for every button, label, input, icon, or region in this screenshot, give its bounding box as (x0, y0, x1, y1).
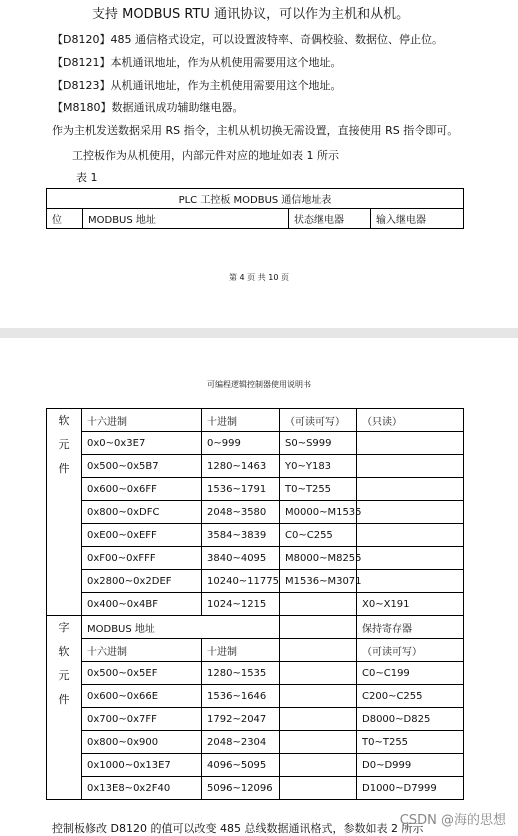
section-title: 支持 MODBUS RTU 通讯协议，可以作为主机和从机。 (92, 7, 410, 22)
table-row: 0x1000~0x13E7 4096~5095 D0~D999 (47, 754, 464, 777)
table-row: 0x800~0x900 2048~2304 T0~T255 (47, 731, 464, 754)
table-row: 0x800~0xDFC 2048~3580 M0000~M1535 (47, 501, 464, 524)
table-row (47, 409, 464, 432)
column-header: 位 (47, 209, 83, 229)
table-row: 0x600~0x66E 1536~1646 C200~C255 (47, 685, 464, 708)
table-row: 0x400~0x4BF 1024~1215 X0~X191 (47, 593, 464, 616)
modbus-address-header: MODBUS 地址 (82, 616, 280, 639)
paragraph-rs: 作为主机发送数据采用 RS 指令，主机从机切换无需设置，直接使用 RS 指令即可。 (52, 124, 459, 137)
text-line-m8180: 【M8180】数据通讯成功辅助继电器。 (52, 101, 244, 114)
text-line-d8120: 【D8120】485 通信格式设定，可以设置波特率、奇偶校验、数据位、停止位。 (52, 33, 443, 46)
d8120-note: 控制板修改 D8120 的值可以改变 485 总线数据通讯格式，参数如表 2 所示 (52, 822, 424, 835)
column-header: 十六进制 (82, 409, 202, 432)
table-label: 表 1 (76, 171, 98, 184)
column-header: （可读可写） (280, 409, 357, 432)
document-page-5 (0, 338, 518, 836)
table-row: 0x600~0x6FF 1536~1791 T0~T255 (47, 478, 464, 501)
table-row: 0x500~0x5EF 1280~1535 C0~C199 (47, 662, 464, 685)
column-header: （可读可写） (357, 639, 464, 662)
holding-register-header: 保持寄存器 (357, 616, 464, 639)
document-page-4 (0, 0, 518, 328)
column-header: 十进制 (202, 639, 280, 662)
column-header: 十进制 (202, 409, 280, 432)
text-line-d8121: 【D8121】本机通讯地址，作为从机使用需要用这个地址。 (52, 56, 342, 69)
table-row: 0x0~0x3E7 0~999 S0~S999 (47, 432, 464, 455)
word-device-label: 字 软 元 件 (47, 616, 82, 800)
table-row: 0xF00~0xFFF 3840~4095 M8000~M8255 (47, 547, 464, 570)
table-header: PLC 工控板 MODBUS 通信地址表 (47, 189, 464, 209)
column-header: （只读） (357, 409, 464, 432)
bit-device-label: 软 元 件 (47, 409, 82, 616)
column-header: 输入继电器 (371, 209, 464, 229)
column-header: 十六进制 (82, 639, 202, 662)
table-row (47, 639, 464, 662)
table-row: 0xE00~0xEFF 3584~3839 C0~C255 (47, 524, 464, 547)
paragraph-slave: 工控板作为从机使用，内部元件对应的地址如表 1 所示 (72, 149, 339, 162)
table-row: 0x500~0x5B7 1280~1463 Y0~Y183 (47, 455, 464, 478)
table-row (47, 616, 464, 639)
page-footer: 第 4 页 共 10 页 (229, 273, 289, 282)
page-separator (0, 328, 518, 338)
column-header: 状态继电器 (289, 209, 371, 229)
table-row: 0x2800~0x2DEF 10240~11775 M1536~M3071 (47, 570, 464, 593)
column-header: MODBUS 地址 (83, 209, 289, 229)
text-line-d8123: 【D8123】从机通讯地址，作为主机使用需要用这个地址。 (52, 79, 342, 92)
table-row: 0x13E8~0x2F40 5096~12096 D1000~D7999 (47, 777, 464, 800)
manual-title: 可编程逻辑控制器使用说明书 (207, 380, 311, 389)
modbus-address-table (46, 188, 464, 229)
table-row: 0x700~0x7FF 1792~2047 D8000~D825 (47, 708, 464, 731)
csdn-watermark: CSDN @海的思想 (399, 813, 506, 828)
address-map-table (46, 408, 464, 800)
